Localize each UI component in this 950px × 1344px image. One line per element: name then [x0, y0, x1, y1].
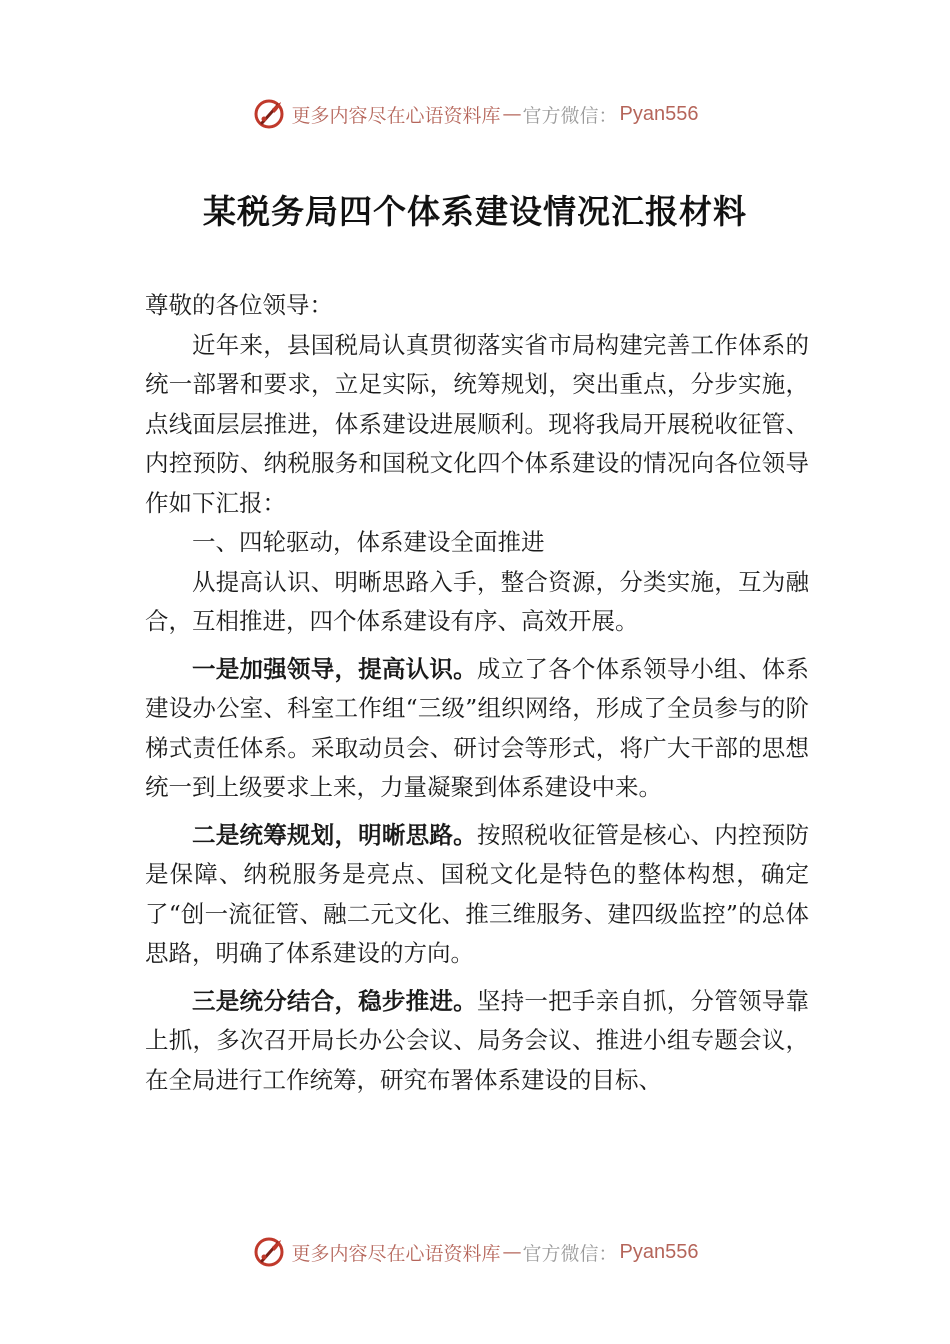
salutation: 尊敬的各位领导： — [145, 291, 333, 319]
header-watermark — [0, 94, 950, 134]
section-heading: 一、四轮驱动，体系建设全面推进 — [192, 528, 545, 556]
section-summary: 从提高认识、明晰思路入手，整合资源，分类实施，互为融合，互相推进，四个体系建设有序、高效开展。 — [145, 567, 809, 635]
watermark-wechat-id: Pyan556 — [619, 102, 699, 125]
watermark-separator: — — [502, 103, 521, 125]
document-body — [145, 286, 809, 1100]
quill-logo-icon — [252, 97, 286, 131]
footer-watermark — [0, 1232, 950, 1272]
quill-logo-icon — [252, 1235, 286, 1269]
point-text-2: 按照税收征管是核心、内控预防是保障、纳税服务是亮点、国税文化是特色的整体构想，确定了“创一流征管、融二元文化、推三维服务、建四级监控”的总体思路，明确了体系建设的方向。 — [145, 820, 810, 967]
watermark-brand: 更多内容尽在心语资料库 — [291, 104, 501, 127]
document-title: 某税务局四个体系建设情况汇报材料 — [203, 192, 747, 231]
point-lead-3: 三是统分结合，稳步推进。 — [192, 986, 477, 1015]
watermark-wechat-id: Pyan556 — [619, 1240, 699, 1263]
point-lead-2: 二是统筹规划，明晰思路。 — [192, 820, 477, 849]
point-text-3: 坚持一把手亲自抓，分管领导靠上抓，多次召开局长办公会议、局务会议、推进小组专题会议，在全局进行工作统筹，研究布署体系建设的目标、 — [145, 986, 810, 1094]
watermark-wechat-label: 官方微信： — [522, 1242, 618, 1265]
point-paragraph-1 — [145, 650, 809, 808]
watermark-separator: — — [502, 1241, 521, 1263]
point-lead-1: 一是加强领导，提高认识。 — [192, 654, 477, 683]
watermark-wechat-label: 官方微信： — [522, 104, 618, 127]
point-paragraph-3 — [145, 982, 809, 1101]
watermark-brand: 更多内容尽在心语资料库 — [291, 1242, 501, 1265]
intro-paragraph: 近年来，县国税局认真贯彻落实省市局构建完善工作体系的统一部署和要求，立足实际，统筹规划，突出重点，分步实施，点线面层层推进，体系建设进展顺利。现将我局开展税收征管、内控预防、纳税服务和国税文化四个体系建设的情况向各位领导作如下汇报： — [145, 330, 809, 517]
point-text-1: 成立了各个体系领导小组、体系建设办公室、科室工作组“三级”组织网络，形成了全员参与的阶梯式责任体系。采取动员会、研讨会等形式，将广大干部的思想统一到上级要求上来，力量凝聚到体系建设中来。 — [145, 654, 810, 801]
point-paragraph-2 — [145, 816, 809, 974]
